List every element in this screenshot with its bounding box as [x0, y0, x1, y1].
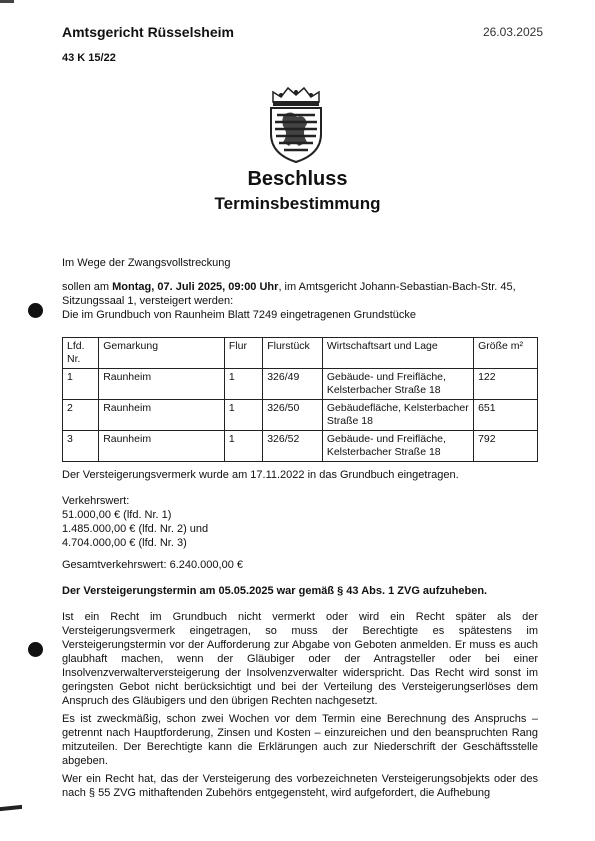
market-value-label: Verkehrswert:: [62, 495, 130, 507]
market-value-item: 51.000,00 € (lfd. Nr. 1): [62, 509, 172, 521]
table-cell: 651: [474, 400, 538, 431]
document-title: Beschluss: [247, 168, 348, 190]
intro-text: Im Wege der Zwangsvollstreckung: [62, 257, 231, 269]
table-cell: Gebäudefläche, Kelsterbacher Straße 18: [322, 400, 473, 431]
market-value-block: [62, 494, 538, 550]
cancellation-notice: Der Versteigerungstermin am 05.05.2025 war gemäß § 43 Abs. 1 ZVG aufzuheben.: [62, 585, 488, 597]
table-cell: 3: [63, 431, 99, 462]
schedule-suffix: , im Amtsgericht Johann-Sebastian-Bach-Str. 45, Sitzungssaal 1, versteigert werden:: [62, 281, 516, 307]
table-cell: 1: [224, 431, 262, 462]
schedule-date: Montag, 07. Juli 2025, 09:00 Uhr: [112, 281, 279, 293]
table-cell: 1: [63, 369, 99, 400]
column-header: Größe m²: [474, 338, 538, 369]
docket-number: 43 K 15/22: [62, 52, 116, 64]
table-cell: 1: [224, 400, 262, 431]
table-row: [63, 369, 538, 400]
table-cell: 326/52: [263, 431, 323, 462]
table-cell: Raunheim: [99, 400, 225, 431]
table-cell: 2: [63, 400, 99, 431]
vermerk-text: Der Versteigerungsvermerk wurde am 17.11.2022 in das Grundbuch eingetragen.: [62, 469, 459, 481]
column-header: Wirtschaftsart und Lage: [322, 338, 473, 369]
table-cell: 792: [474, 431, 538, 462]
table-cell: Raunheim: [99, 369, 225, 400]
court-name: Amtsgericht Rüsselsheim: [62, 24, 234, 40]
market-value-item: 1.485.000,00 € (lfd. Nr. 2) und: [62, 523, 209, 535]
market-value-item: 4.704.000,00 € (lfd. Nr. 3): [62, 537, 187, 549]
schedule-prefix: sollen am: [62, 281, 113, 293]
table-cell: Gebäude- und Freifläche, Kelsterbacher Straße 18: [322, 369, 473, 400]
schedule-paragraph: [62, 280, 538, 322]
table-header-row: [63, 338, 538, 369]
punch-hole: [28, 642, 43, 657]
column-header: Lfd. Nr.: [63, 338, 99, 369]
column-header: Gemarkung: [99, 338, 225, 369]
total-market-value: Gesamtverkehrswert: 6.240.000,00 €: [62, 559, 243, 571]
document-date: 26.03.2025: [482, 25, 543, 39]
document-subtitle: Terminsbestimmung: [214, 194, 381, 213]
body-paragraph: Wer ein Recht hat, das der Versteigerung des vorbezeichneten Versteigerungsobjekts oder des nach § 55 ZVG mithaftenden Zubehörs entgegensteht, wird aufgefordert, die Aufhebung: [62, 773, 538, 799]
table-cell: 326/49: [263, 369, 323, 400]
grundbuch-line: Die im Grundbuch von Raunheim Blatt 7249 eingetragenen Grundstücke: [62, 309, 417, 321]
body-paragraph: Ist ein Recht im Grundbuch nicht vermerkt oder wird ein Recht später als der Versteigerungsvermerk eingetragen, so muss der Berechtigte es spätestens im Versteigerungstermin vor der Aufforderung zur Abgabe von Geboten anmelden. Er muss es auch glaubhaft machen, wenn der Gläubiger oder der Antragsteller oder bei einer Insolvenzverwalterversteigerung der Insolvenzverwalter widerspricht. Das Recht wird sonst im geringsten Gebot nicht berücksichtigt und bei der Verteilung des Versteigerungserlöses dem Anspruch des Gläubigers und den übrigen Rechten nachgesetzt.: [62, 611, 538, 707]
table-cell: 1: [224, 369, 262, 400]
table-cell: Raunheim: [99, 431, 225, 462]
column-header: Flur: [224, 338, 262, 369]
table-cell: 326/50: [263, 400, 323, 431]
scan-artifact: [0, 805, 22, 811]
punch-hole: [28, 303, 43, 318]
table-cell: Gebäude- und Freifläche, Kelsterbacher Straße 18: [322, 431, 473, 462]
scan-artifact: [0, 0, 14, 3]
hesse-coat-of-arms-icon: [263, 84, 329, 164]
property-table: [62, 337, 538, 462]
table-cell: 122: [474, 369, 538, 400]
column-header: Flurstück: [263, 338, 323, 369]
table-row: [63, 431, 538, 462]
body-paragraph: Es ist zweckmäßig, schon zwei Wochen vor dem Termin eine Berechnung des Anspruchs – getrennt nach Hauptforderung, Zinsen und Kosten – einzureichen und den beanspruchten Rang mitzuteilen. Der Berechtigte kann die Erklärungen auch zur Niederschrift der Geschäftsstelle abgeben.: [62, 713, 538, 767]
table-row: [63, 400, 538, 431]
